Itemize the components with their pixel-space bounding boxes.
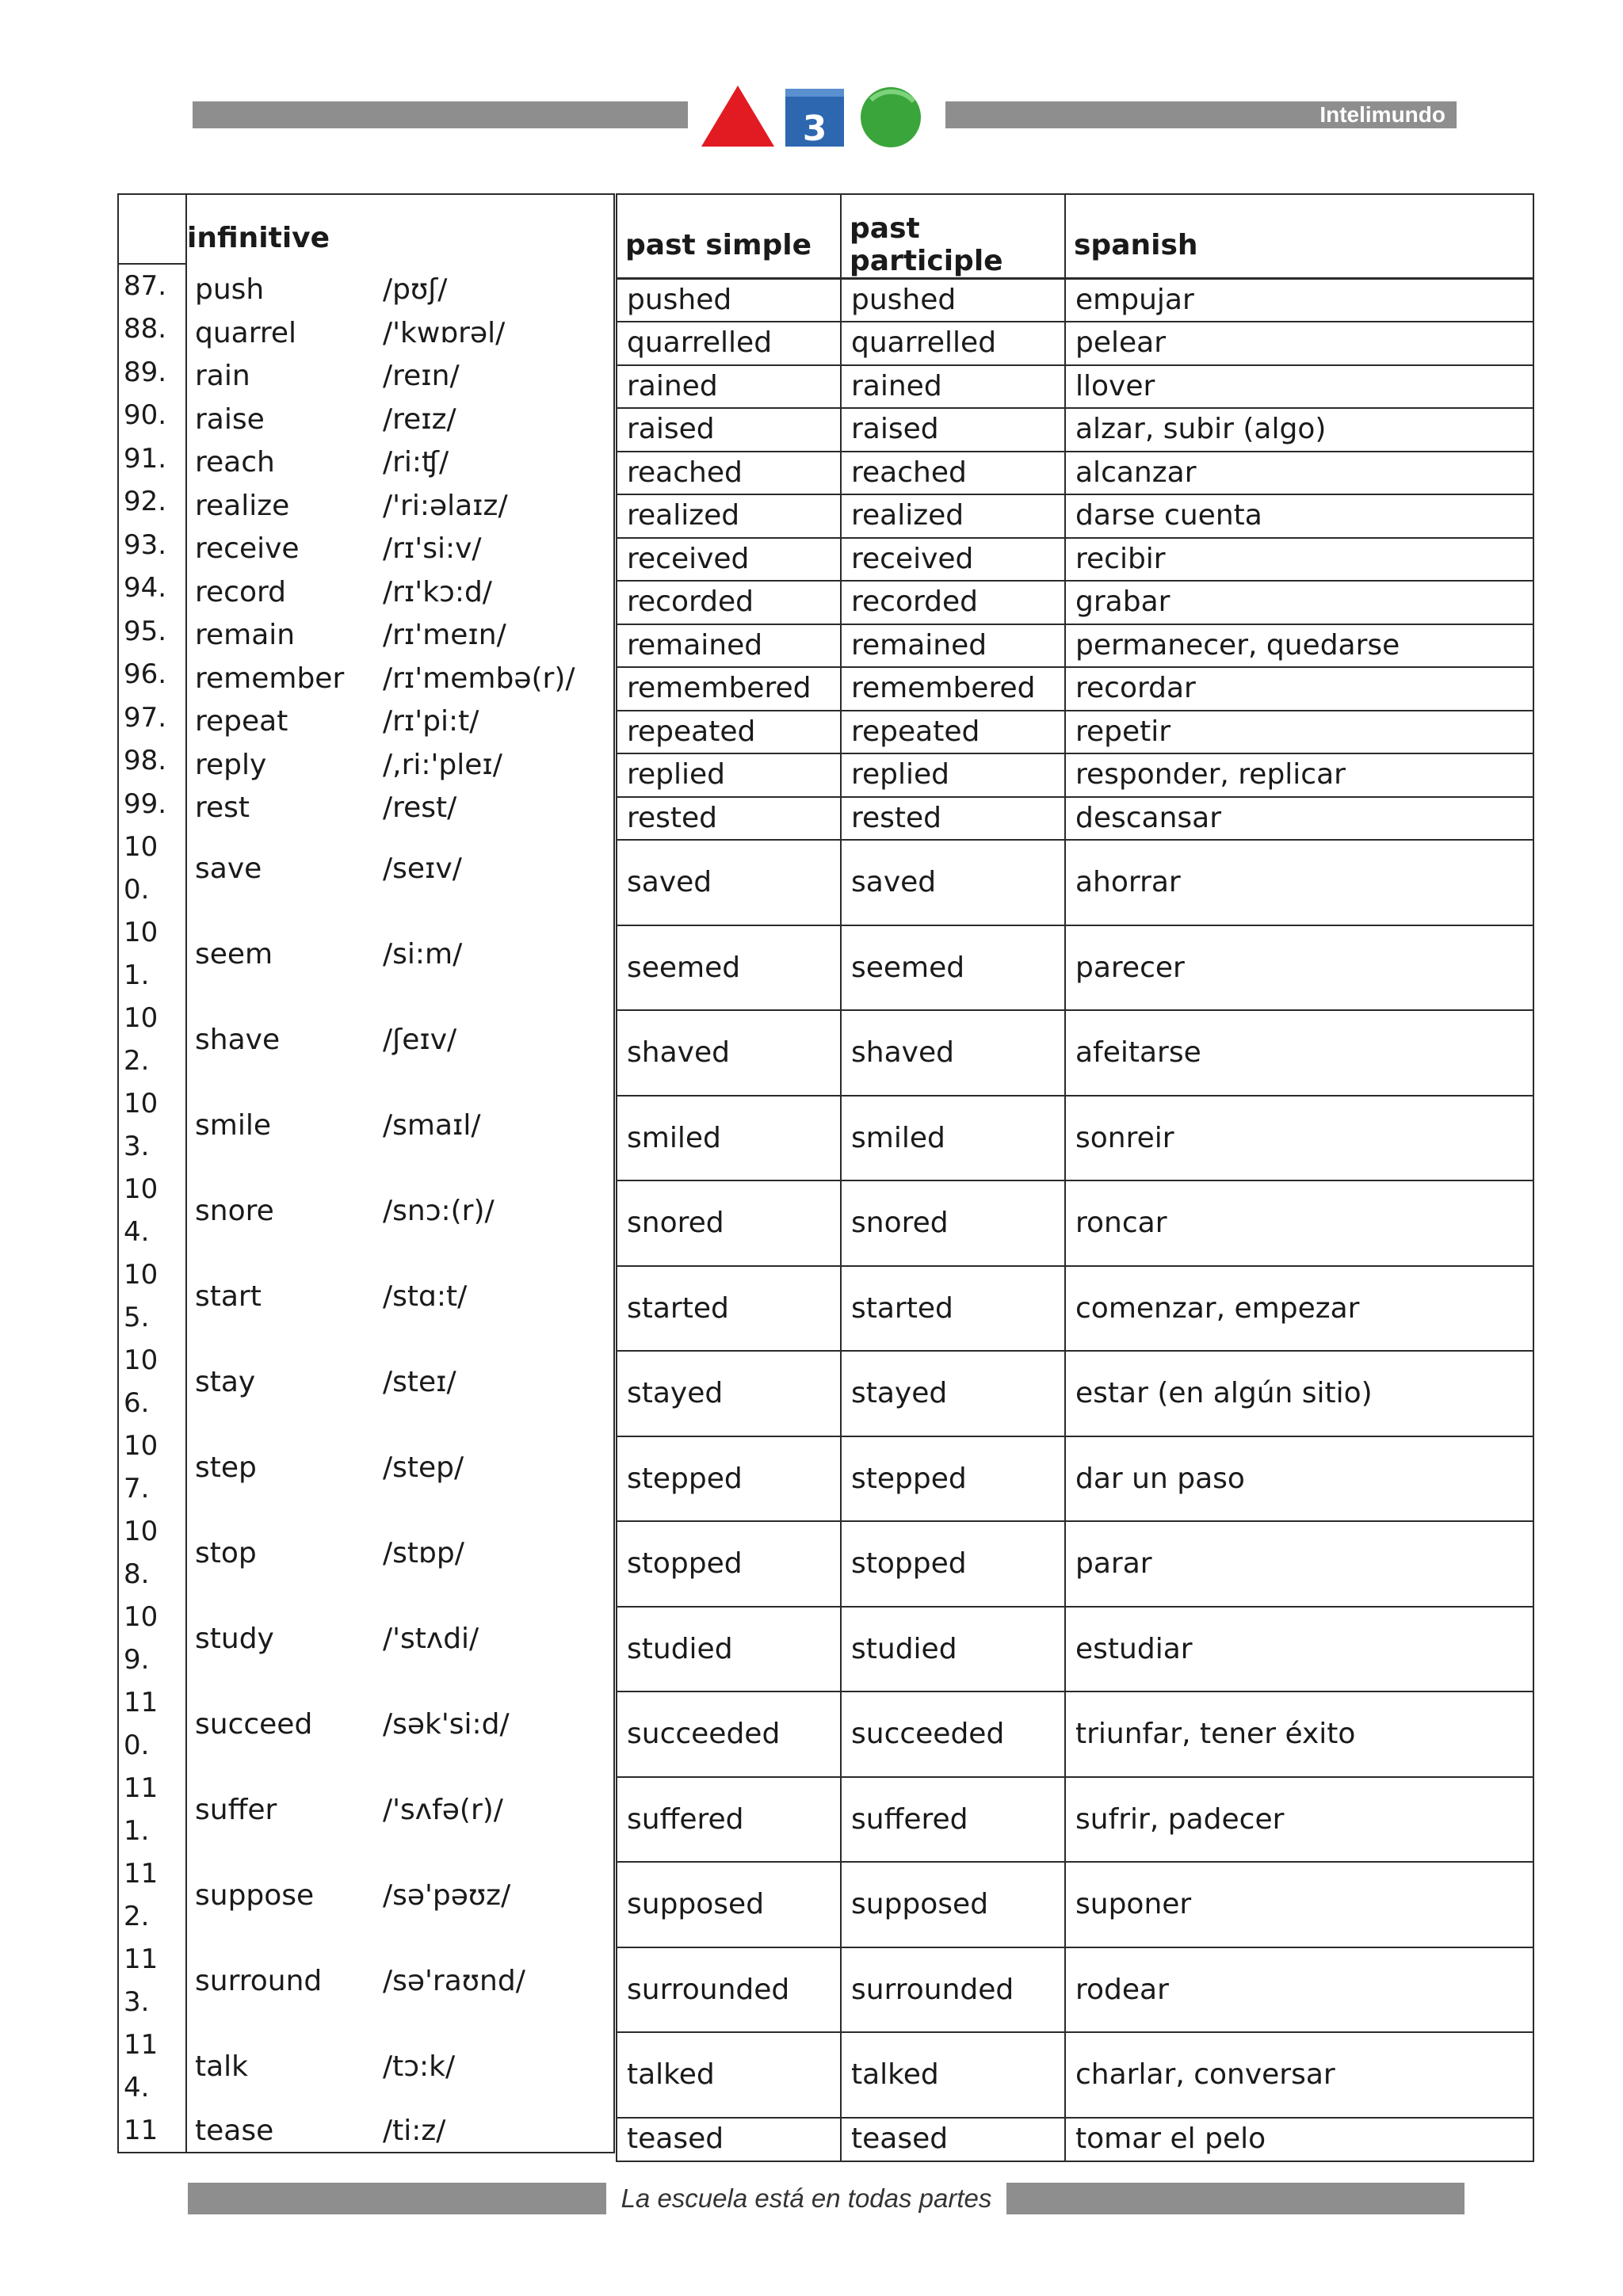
row-number — [118, 911, 186, 997]
past-simple-cell: smiled — [617, 1096, 841, 1181]
infinitive-word: tease — [195, 2114, 274, 2147]
header-bar-right — [945, 101, 1457, 128]
row-number — [118, 1938, 186, 2023]
table-row — [617, 322, 1533, 365]
past-participle-cell: stepped — [841, 1436, 1065, 1522]
spanish-cell: alzar, subir (algo) — [1065, 408, 1533, 452]
past-participle-cell: repeated — [841, 711, 1065, 754]
table-row — [118, 1168, 614, 1253]
past-participle-cell: realized — [841, 494, 1065, 538]
row-number — [118, 1852, 186, 1938]
table-row — [617, 925, 1533, 1011]
phonetic-transcription: /stɑ:t/ — [383, 1280, 468, 1313]
phonetic-transcription: /si:m/ — [383, 937, 463, 971]
row-number-line: 96. — [124, 658, 167, 691]
past-simple-cell: succeeded — [617, 1691, 841, 1777]
row-number-line: 1. — [124, 1815, 150, 1847]
table-row — [118, 2109, 614, 2153]
past-simple-cell: rained — [617, 365, 841, 409]
infinitive-word: stop — [195, 1536, 257, 1569]
row-number-line: 10 — [124, 1601, 158, 1633]
past-simple-cell: suffered — [617, 1777, 841, 1863]
spanish-cell: dar un paso — [1065, 1436, 1533, 1522]
logo-digit: 3 — [802, 109, 827, 149]
row-number — [118, 437, 186, 481]
table-row — [617, 581, 1533, 624]
spanish-cell: alcanzar — [1065, 452, 1533, 495]
spanish-cell: parecer — [1065, 925, 1533, 1011]
table-row — [118, 1253, 614, 1339]
phonetic-transcription: /rest/ — [383, 791, 457, 825]
table-row — [617, 797, 1533, 841]
phonetic-transcription: /'kwɒrəl/ — [383, 316, 506, 349]
past-simple-cell: remembered — [617, 667, 841, 711]
infinitive-word: receive — [195, 532, 300, 566]
table-row — [118, 1082, 614, 1168]
row-number — [118, 1425, 186, 1510]
spanish-cell: estar (en algún sitio) — [1065, 1351, 1533, 1436]
infinitive-word: save — [195, 852, 262, 885]
infinitive-word: stay — [195, 1365, 256, 1398]
spanish-cell: permanecer, quedarse — [1065, 624, 1533, 668]
row-number — [118, 610, 186, 654]
past-simple-cell: supposed — [617, 1862, 841, 1947]
row-number-line: 87. — [124, 270, 167, 302]
past-participle-cell: teased — [841, 2118, 1065, 2161]
row-number-line: 4. — [124, 1216, 150, 1248]
infinitive-word: remember — [195, 662, 345, 695]
infinitive-word: talk — [195, 2050, 249, 2083]
infinitive-word: repeat — [195, 705, 288, 738]
past-simple-cell: snored — [617, 1180, 841, 1266]
infinitive-word: step — [195, 1451, 257, 1484]
past-participle-cell: replied — [841, 753, 1065, 797]
past-participle-cell: quarrelled — [841, 322, 1065, 365]
phonetic-transcription: /rɪ'meɪn/ — [383, 619, 506, 652]
row-number-line: 11 — [124, 2115, 158, 2146]
past-participle-cell: saved — [841, 840, 1065, 925]
spanish-cell: tomar el pelo — [1065, 2118, 1533, 2161]
spanish-cell: parar — [1065, 1521, 1533, 1607]
row-number-line: 11 — [124, 2029, 158, 2061]
row-number-line: 88. — [124, 313, 167, 345]
past-participle-cell: stayed — [841, 1351, 1065, 1436]
row-number — [118, 1253, 186, 1339]
table-row — [617, 1947, 1533, 2033]
table-row — [617, 1777, 1533, 1863]
phonetic-transcription: /,ri:'pleɪ/ — [383, 748, 502, 781]
table-row — [118, 480, 614, 524]
past-simple-cell: saved — [617, 840, 841, 925]
phonetic-transcription: /rɪ'kɔ:d/ — [383, 575, 492, 608]
table-row — [617, 494, 1533, 538]
row-number-line: 10 — [124, 1430, 158, 1462]
row-number-line: 10 — [124, 1344, 158, 1376]
phonetic-transcription: /reɪz/ — [383, 402, 456, 436]
table-row — [118, 1510, 614, 1596]
table-row — [118, 437, 614, 481]
footer-slogan: La escuela está en todas partes — [621, 2183, 992, 2213]
table-row — [617, 667, 1533, 711]
row-number-line: 92. — [124, 486, 167, 518]
phonetic-transcription: /'stʌdi/ — [383, 1622, 479, 1655]
row-number — [118, 2109, 186, 2153]
row-number — [118, 264, 186, 307]
past-participle-cell: surrounded — [841, 1947, 1065, 2033]
table-row — [617, 1436, 1533, 1522]
spanish-cell: descansar — [1065, 797, 1533, 841]
spanish-cell: suponer — [1065, 1862, 1533, 1947]
phonetic-transcription: /reɪn/ — [383, 360, 460, 393]
row-number-line: 8. — [124, 1558, 150, 1590]
spanish-cell: roncar — [1065, 1180, 1533, 1266]
table-row — [118, 783, 614, 826]
past-participle-cell: snored — [841, 1180, 1065, 1266]
past-simple-cell: talked — [617, 2032, 841, 2118]
table-row — [617, 1180, 1533, 1266]
table-row — [617, 1521, 1533, 1607]
row-number-line: 94. — [124, 572, 167, 605]
past-simple-cell: seemed — [617, 925, 841, 1011]
past-participle-cell: raised — [841, 408, 1065, 452]
past-simple-cell: quarrelled — [617, 322, 841, 365]
row-number-line: 7. — [124, 1473, 150, 1505]
row-number-line: 10 — [124, 831, 158, 863]
past-participle-cell: received — [841, 538, 1065, 582]
table-row — [617, 1010, 1533, 1096]
past-simple-cell: stepped — [617, 1436, 841, 1522]
past-participle-cell: remained — [841, 624, 1065, 668]
infinitive-word: surround — [195, 1964, 323, 1997]
row-number-line: 6. — [124, 1387, 150, 1419]
logo — [701, 79, 935, 154]
past-participle-cell: stopped — [841, 1521, 1065, 1607]
row-number-line: 99. — [124, 788, 167, 820]
table-row — [617, 840, 1533, 925]
table-row — [617, 1862, 1533, 1947]
table-row — [118, 696, 614, 740]
phonetic-transcription: /rɪ'si:v/ — [383, 532, 482, 566]
table-row — [617, 1351, 1533, 1436]
past-participle-cell: succeeded — [841, 1691, 1065, 1777]
table-row — [617, 753, 1533, 797]
row-number-line: 10 — [124, 1002, 158, 1034]
past-simple-cell: reached — [617, 452, 841, 495]
phonetic-transcription: /steɪ/ — [383, 1365, 456, 1398]
table-row — [118, 1767, 614, 1852]
spanish-cell: repetir — [1065, 711, 1533, 754]
phonetic-transcription: /ti:z/ — [383, 2114, 446, 2147]
spanish-cell: recordar — [1065, 667, 1533, 711]
brand-name: Intelimundo — [1319, 102, 1445, 127]
footer-bar-left — [188, 2183, 606, 2214]
spanish-cell: empujar — [1065, 279, 1533, 322]
phonetic-transcription: /pʊʃ/ — [383, 273, 448, 306]
header-spanish: spanish — [1065, 194, 1533, 279]
infinitive-word: seem — [195, 937, 273, 971]
past-simple-cell: studied — [617, 1607, 841, 1692]
table-row — [118, 2023, 614, 2109]
row-number-line: 4. — [124, 2072, 150, 2103]
past-participle-cell: started — [841, 1266, 1065, 1352]
row-number — [118, 480, 186, 524]
past-participle-cell: pushed — [841, 279, 1065, 322]
table-row — [118, 1339, 614, 1425]
infinitive-word: raise — [195, 402, 265, 436]
row-number — [118, 826, 186, 911]
row-number-line: 95. — [124, 615, 167, 647]
row-number — [118, 739, 186, 783]
infinitive-word: quarrel — [195, 316, 297, 349]
table-row — [617, 452, 1533, 495]
row-number — [118, 1681, 186, 1767]
header-bar-left — [193, 101, 688, 128]
infinitive-word: smile — [195, 1108, 271, 1142]
logo-circle-icon — [861, 87, 921, 147]
header-past-simple: past simple — [617, 194, 841, 279]
infinitive-word: reply — [195, 748, 267, 781]
phonetic-transcription: /smaɪl/ — [383, 1108, 481, 1142]
past-participle-cell: seemed — [841, 925, 1065, 1011]
past-simple-cell: stopped — [617, 1521, 841, 1607]
phonetic-transcription: /rɪ'pi:t/ — [383, 705, 479, 738]
row-number-line: 11 — [124, 1772, 158, 1804]
header-past-participle: past participle — [841, 194, 1065, 279]
infinitive-word: reach — [195, 446, 275, 479]
table-row — [617, 365, 1533, 409]
past-simple-cell: shaved — [617, 1010, 841, 1096]
table-row — [118, 739, 614, 783]
phonetic-transcription: /rɪ'membə(r)/ — [383, 662, 575, 695]
row-number-line: 10 — [124, 917, 158, 948]
spanish-cell: darse cuenta — [1065, 494, 1533, 538]
infinitive-word: record — [195, 575, 286, 608]
past-simple-cell: pushed — [617, 279, 841, 322]
table-row — [617, 1096, 1533, 1181]
table-row — [118, 826, 614, 911]
row-number — [118, 783, 186, 826]
row-number-line: 98. — [124, 745, 167, 777]
row-number — [118, 1767, 186, 1852]
table-row — [617, 2118, 1533, 2161]
footer-bar-right — [1006, 2183, 1465, 2214]
row-number-line: 2. — [124, 1045, 150, 1077]
row-number-line: 11 — [124, 1687, 158, 1718]
phonetic-transcription: /ʃeɪv/ — [383, 1023, 457, 1056]
spanish-cell: afeitarse — [1065, 1010, 1533, 1096]
row-number — [118, 1510, 186, 1596]
phonetic-transcription: /sə'raʊnd/ — [383, 1964, 525, 1997]
phonetic-transcription: /step/ — [383, 1451, 464, 1484]
infinitive-word: realize — [195, 489, 290, 522]
table-row — [617, 1691, 1533, 1777]
header-number — [118, 194, 186, 264]
phonetic-transcription: /seɪv/ — [383, 852, 462, 885]
spanish-cell: llover — [1065, 365, 1533, 409]
row-number — [118, 394, 186, 437]
table-row — [617, 624, 1533, 668]
past-simple-cell: teased — [617, 2118, 841, 2161]
infinitive-word: push — [195, 273, 265, 306]
infinitive-word: shave — [195, 1023, 281, 1056]
past-simple-cell: started — [617, 1266, 841, 1352]
past-simple-cell: received — [617, 538, 841, 582]
infinitive-word: rain — [195, 360, 250, 393]
table-row — [118, 394, 614, 437]
past-simple-cell: replied — [617, 753, 841, 797]
table-row — [118, 1938, 614, 2023]
table-row — [118, 610, 614, 654]
table-row — [118, 653, 614, 696]
row-number-line: 10 — [124, 1259, 158, 1291]
table-row — [118, 524, 614, 567]
table-row — [118, 307, 614, 351]
past-participle-cell: rained — [841, 365, 1065, 409]
spanish-cell: sufrir, padecer — [1065, 1777, 1533, 1863]
spanish-cell: responder, replicar — [1065, 753, 1533, 797]
infinitive-word: rest — [195, 791, 250, 825]
row-number-line: 89. — [124, 356, 167, 388]
phonetic-transcription: /ri:ʧ/ — [383, 446, 449, 479]
row-number — [118, 1082, 186, 1168]
table-row — [617, 1266, 1533, 1352]
infinitive-word: suffer — [195, 1793, 277, 1826]
phonetic-transcription: /'ri:əlaɪz/ — [383, 489, 508, 522]
infinitive-word: suppose — [195, 1878, 315, 1912]
table-row — [617, 2032, 1533, 2118]
row-number-line: 93. — [124, 528, 167, 561]
spanish-cell: sonreir — [1065, 1096, 1533, 1181]
row-number-line: 5. — [124, 1302, 150, 1333]
spanish-cell: rodear — [1065, 1947, 1533, 2033]
row-number — [118, 653, 186, 696]
spanish-cell: comenzar, empezar — [1065, 1266, 1533, 1352]
row-number — [118, 524, 186, 567]
past-participle-cell: reached — [841, 452, 1065, 495]
infinitive-word: succeed — [195, 1707, 313, 1741]
row-number-line: 11 — [124, 1858, 158, 1890]
past-simple-cell: realized — [617, 494, 841, 538]
table-row — [118, 911, 614, 997]
table-row — [118, 264, 614, 307]
row-number-line: 9. — [124, 1644, 150, 1676]
past-participle-cell: recorded — [841, 581, 1065, 624]
table-row — [617, 408, 1533, 452]
row-number — [118, 2023, 186, 2109]
past-participle-cell: suffered — [841, 1777, 1065, 1863]
spanish-cell: triunfar, tener éxito — [1065, 1691, 1533, 1777]
row-number — [118, 307, 186, 351]
table-row — [118, 566, 614, 610]
past-participle-cell: talked — [841, 2032, 1065, 2118]
table-row — [118, 351, 614, 395]
table-row — [118, 1425, 614, 1510]
infinitive-word: start — [195, 1280, 262, 1313]
spanish-cell: pelear — [1065, 322, 1533, 365]
row-number — [118, 1339, 186, 1425]
table-row — [617, 1607, 1533, 1692]
past-participle-cell: smiled — [841, 1096, 1065, 1181]
row-number-line: 10 — [124, 1088, 158, 1119]
past-simple-cell: stayed — [617, 1351, 841, 1436]
phonetic-transcription: /sək'si:d/ — [383, 1707, 510, 1741]
row-number-line: 11 — [124, 1943, 158, 1975]
phonetic-transcription: /stɒp/ — [383, 1536, 464, 1569]
row-number-line: 3. — [124, 1131, 150, 1162]
row-number — [118, 997, 186, 1082]
header-infinitive: infinitive — [186, 194, 614, 264]
verbs-table-infinitive — [117, 193, 615, 2153]
past-participle-cell: rested — [841, 797, 1065, 841]
row-number-line: 97. — [124, 701, 167, 734]
table-row — [617, 711, 1533, 754]
table-row — [118, 1681, 614, 1767]
past-simple-cell: recorded — [617, 581, 841, 624]
phonetic-transcription: /'sʌfə(r)/ — [383, 1793, 503, 1826]
row-number-line: 1. — [124, 959, 150, 991]
row-number-line: 10 — [124, 1516, 158, 1547]
infinitive-word: study — [195, 1622, 274, 1655]
past-simple-cell: remained — [617, 624, 841, 668]
row-number — [118, 351, 186, 395]
past-participle-cell: remembered — [841, 667, 1065, 711]
past-participle-cell: shaved — [841, 1010, 1065, 1096]
table-row — [118, 1852, 614, 1938]
infinitive-word: snore — [195, 1194, 274, 1227]
table-row — [617, 279, 1533, 322]
phonetic-transcription: /snɔ:(r)/ — [383, 1194, 495, 1227]
spanish-cell: charlar, conversar — [1065, 2032, 1533, 2118]
past-simple-cell: repeated — [617, 711, 841, 754]
infinitive-word: remain — [195, 619, 296, 652]
past-simple-cell: rested — [617, 797, 841, 841]
table-row — [617, 538, 1533, 582]
row-number-line: 90. — [124, 399, 167, 432]
row-number-line: 3. — [124, 1986, 150, 2018]
phonetic-transcription: /sə'pəʊz/ — [383, 1878, 511, 1912]
past-simple-cell: surrounded — [617, 1947, 841, 2033]
spanish-cell: grabar — [1065, 581, 1533, 624]
row-number-line: 2. — [124, 1901, 150, 1932]
past-simple-cell: raised — [617, 408, 841, 452]
spanish-cell: recibir — [1065, 538, 1533, 582]
row-number-line: 0. — [124, 874, 150, 906]
phonetic-transcription: /tɔ:k/ — [383, 2050, 456, 2083]
row-number-line: 10 — [124, 1173, 158, 1205]
past-participle-cell: supposed — [841, 1862, 1065, 1947]
table-row — [118, 997, 614, 1082]
spanish-cell: ahorrar — [1065, 840, 1533, 925]
row-number — [118, 1168, 186, 1253]
row-number — [118, 696, 186, 740]
logo-triangle-icon — [701, 86, 774, 147]
past-participle-cell: studied — [841, 1607, 1065, 1692]
spanish-cell: estudiar — [1065, 1607, 1533, 1692]
verbs-table-forms — [616, 193, 1534, 2162]
table-row — [118, 1596, 614, 1681]
row-number-line: 0. — [124, 1730, 150, 1761]
row-number — [118, 566, 186, 610]
row-number-line: 91. — [124, 442, 167, 475]
row-number — [118, 1596, 186, 1681]
